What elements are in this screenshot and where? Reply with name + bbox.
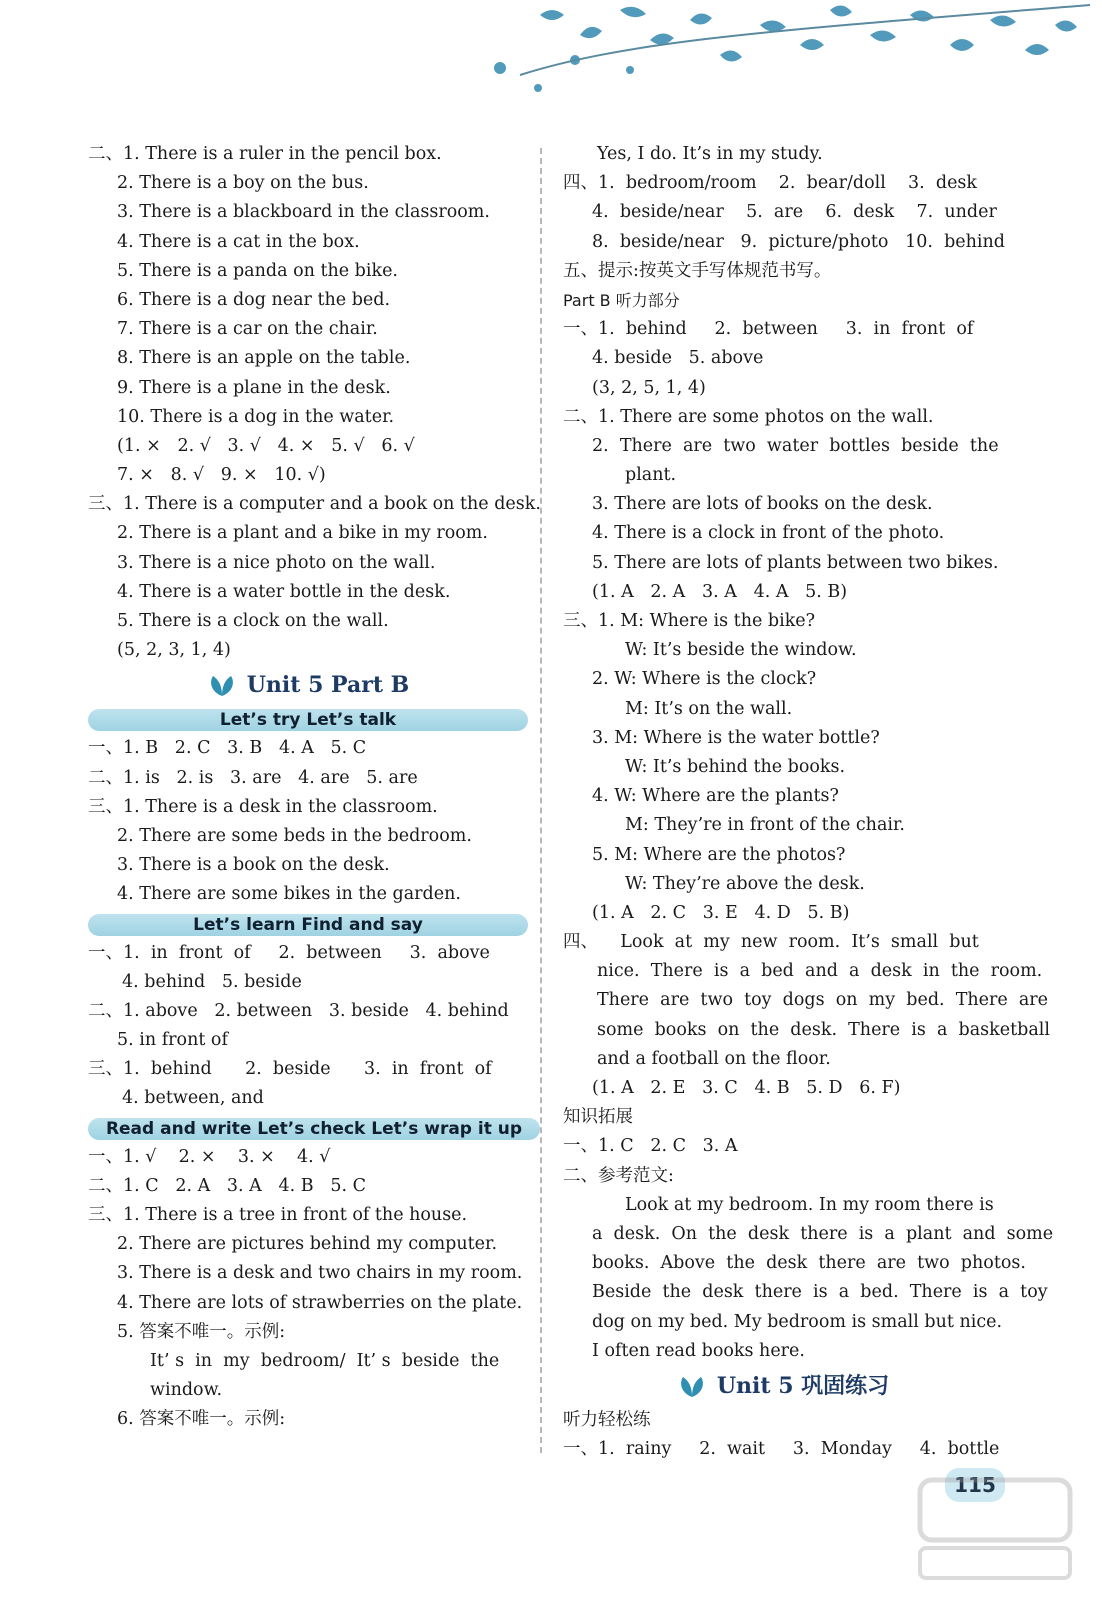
answer-line: 一、1. rainy 2. wait 3. Monday 4. bottle [563, 1439, 1000, 1460]
answer-line: books. Above the desk there are two photos. [592, 1253, 1026, 1274]
answer-line: 3. There are lots of books on the desk. [592, 494, 933, 515]
answer-line: 二、1. There are some photos on the wall. [563, 406, 934, 427]
answer-line: 5. M: Where are the photos? [592, 844, 846, 865]
answer-line: 四、 Look at my new room. It’s small but [563, 932, 979, 953]
answer-line: 2. There is a plant and a bike in my room. [117, 523, 488, 544]
answer-line: 5. There is a panda on the bike. [117, 260, 398, 281]
answer-line: 一、1. C 2. C 3. A [563, 1136, 738, 1157]
answer-line: window. [150, 1380, 223, 1401]
answer-line: 一、1. B 2. C 3. B 4. A 5. C [88, 738, 367, 759]
answer-line: 6. There is a dog near the bed. [117, 289, 391, 310]
answer-line: 三、1. There is a tree in front of the house. [88, 1205, 468, 1225]
answer-line: M: It’s on the wall. [625, 698, 793, 719]
answer-line: 6. 答案不唯一。示例: [117, 1409, 286, 1430]
answer-line: Look at my bedroom. In my room there is [625, 1194, 994, 1215]
answer-line: 三、1. There is a computer and a book on the desk. [88, 494, 541, 515]
answer-line: There are two toy dogs on my bed. There are [597, 990, 1049, 1011]
leaf-icon [677, 1375, 707, 1399]
answer-line: and a football on the floor. [597, 1048, 831, 1069]
answer-line: 3. There is a book on the desk. [117, 855, 390, 876]
section-label: 听力轻松练 [563, 1409, 651, 1430]
answer-line: 三、1. There is a desk in the classroom. [88, 796, 438, 817]
answer-line: 3. There is a blackboard in the classroom. [117, 202, 490, 223]
column-divider [540, 148, 542, 1453]
answer-line: 2. There are two water bottles beside the [592, 435, 999, 456]
answer-line: 3. There is a desk and two chairs in my room. [117, 1263, 523, 1284]
section-band: Let’s try Let’s talk [88, 709, 528, 731]
answer-line: (1. A 2. A 3. A 4. A 5. B) [592, 581, 848, 602]
answer-line: I often read books here. [592, 1340, 805, 1361]
unit-heading-text: Unit 5 巩固练习 [716, 1372, 890, 1399]
answer-line: 三、1. M: Where is the bike? [563, 611, 816, 631]
answer-line: 8. There is an apple on the table. [117, 348, 411, 369]
answer-line: 二、1. above 2. between 3. beside 4. behind [88, 1000, 509, 1021]
answer-line: (1. A 2. C 3. E 4. D 5. B) [592, 902, 850, 923]
answer-line: 2. There are pictures behind my computer. [117, 1234, 498, 1255]
answer-line: (1. × 2. √ 3. √ 4. × 5. √ 6. √ [117, 435, 415, 456]
answer-line: 4. W: Where are the plants? [592, 786, 839, 807]
answer-line: 4. There is a clock in front of the photo. [592, 523, 945, 544]
answer-line: 3. M: Where is the water bottle? [592, 727, 880, 748]
unit-heading-text: Unit 5 Part B [246, 672, 410, 699]
answer-line: 2. There are some beds in the bedroom. [117, 825, 472, 846]
answer-line: plant. [625, 465, 677, 486]
answer-line: 2. W: Where is the clock? [592, 669, 817, 690]
answer-line: 7. × 8. √ 9. × 10. √) [117, 465, 326, 486]
answer-line: 三、1. behind 2. beside 3. in front of [88, 1059, 492, 1080]
answer-line: 4. There is a water bottle in the desk. [117, 581, 451, 602]
answer-line: 二、参考范文: [563, 1165, 674, 1186]
answer-line: 7. There is a car on the chair. [117, 319, 378, 340]
answer-line: 一、1. in front of 2. between 3. above [88, 942, 490, 963]
answer-line: It’ s in my bedroom/ It’ s beside the [150, 1350, 500, 1371]
answer-line: 二、1. There is a ruler in the pencil box. [88, 144, 442, 164]
unit-heading [88, 665, 528, 705]
answer-line: 2. There is a boy on the bus. [117, 173, 369, 194]
answer-line: 一、1. behind 2. between 3. in front of [563, 319, 974, 340]
answer-line: 3. There is a nice photo on the wall. [117, 552, 436, 573]
leaf-icon [207, 674, 237, 698]
answer-line: a desk. On the desk there is a plant and some [592, 1223, 1054, 1244]
section-label: 知识拓展 [563, 1107, 633, 1128]
answer-line: (3, 2, 5, 1, 4) [592, 377, 706, 398]
answer-line: 五、提示:按英文手写体规范书写。 [563, 260, 832, 281]
answer-line: (1. A 2. E 3. C 4. B 5. D 6. F) [592, 1078, 901, 1098]
answer-line: W: It’s behind the books. [625, 756, 846, 777]
answer-line: 4. There are lots of strawberries on the plate. [117, 1292, 523, 1313]
answer-line: 5. in front of [117, 1030, 228, 1051]
answer-line: 4. between, and [122, 1088, 264, 1109]
answer-line: Yes, I do. It’s in my study. [597, 144, 823, 164]
answer-line: M: They’re in front of the chair. [625, 815, 905, 836]
answer-line: nice. There is a bed and a desk in the room. [597, 961, 1043, 982]
answer-line: 10. There is a dog in the water. [117, 406, 395, 427]
answer-line: 9. There is a plane in the desk. [117, 377, 391, 398]
answer-line: 5. 答案不唯一。示例: [117, 1321, 286, 1342]
answer-line: 4. There is a cat in the box. [117, 231, 360, 252]
section-label: Part B 听力部分 [563, 290, 680, 310]
answer-line: 4. beside/near 5. are 6. desk 7. under [592, 202, 997, 223]
answer-line: 5. There are lots of plants between two bikes. [592, 552, 999, 573]
page-number: 115 [945, 1468, 1005, 1502]
answer-line: 四、1. bedroom/room 2. bear/doll 3. desk [563, 173, 978, 194]
section-band: Let’s learn Find and say [88, 914, 528, 936]
section-band: Read and write Let’s check Let’s wrap it up [88, 1118, 540, 1140]
answer-line: 4. There are some bikes in the garden. [117, 884, 461, 905]
answer-line: (5, 2, 3, 1, 4) [117, 640, 231, 661]
answer-line: dog on my bed. My bedroom is small but nice. [592, 1311, 1003, 1332]
answer-line: Beside the desk there is a bed. There is a toy [592, 1282, 1048, 1303]
answer-line: 4. behind 5. beside [122, 971, 302, 992]
answer-line: 4. beside 5. above [592, 348, 764, 369]
answer-line: 二、1. is 2. is 3. are 4. are 5. are [88, 767, 418, 788]
unit-heading [563, 1366, 1003, 1406]
right-column [563, 140, 1054, 1464]
answer-line: W: They’re above the desk. [625, 873, 865, 894]
watermark-logo [900, 1470, 1090, 1590]
answer-line: W: It’s beside the window. [625, 640, 857, 661]
answer-line: 8. beside/near 9. picture/photo 10. behind [592, 231, 1005, 252]
left-column [88, 140, 541, 1435]
answer-line: 一、1. √ 2. × 3. × 4. √ [88, 1146, 331, 1167]
leaf-branch-decoration [480, 0, 1102, 100]
answer-line: some books on the desk. There is a basketball [597, 1019, 1050, 1040]
answer-line: 5. There is a clock on the wall. [117, 611, 389, 631]
answer-line: 二、1. C 2. A 3. A 4. B 5. C [88, 1175, 366, 1196]
